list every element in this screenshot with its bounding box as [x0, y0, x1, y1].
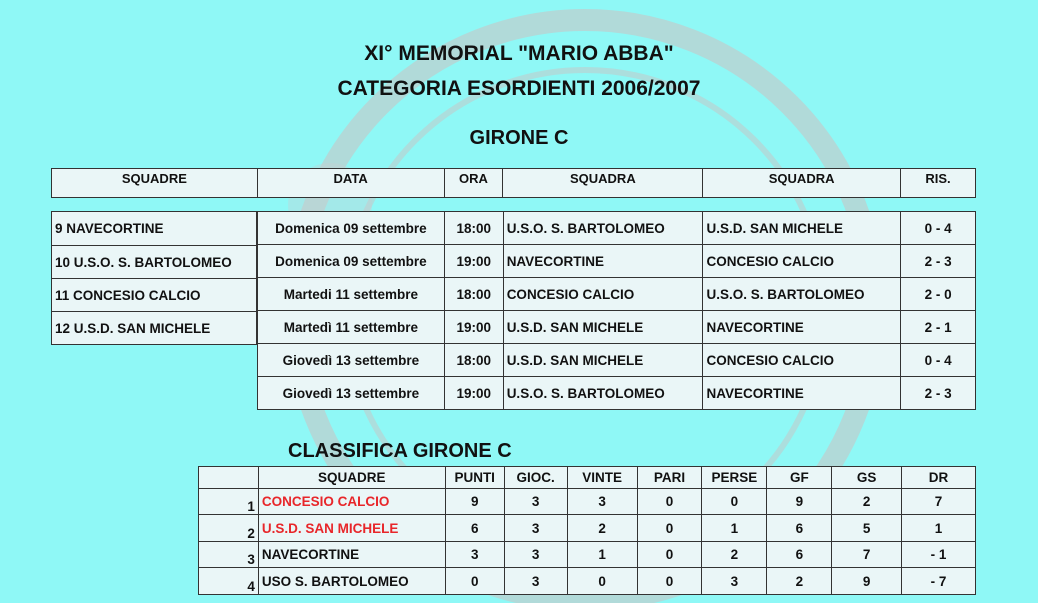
- standings-header-row: [199, 467, 976, 489]
- page-subtitle: CATEGORIA ESORDIENTI 2006/2007: [337, 77, 701, 100]
- match-result: 0 - 4: [901, 344, 976, 377]
- standings-rank: 4: [199, 568, 259, 595]
- standings-dr: 1: [902, 515, 976, 542]
- standings-header-squadre: SQUADRE: [258, 467, 445, 489]
- match-row: [258, 278, 976, 311]
- match-time: 18:00: [444, 278, 503, 311]
- group-title: GIRONE C: [469, 127, 569, 149]
- standings-pari: 0: [637, 489, 702, 515]
- standings-pari: 0: [637, 542, 702, 568]
- match-row: [258, 212, 976, 245]
- standings-row: [199, 489, 976, 515]
- matches-table: [257, 211, 976, 410]
- team-entry: 11 CONCESIO CALCIO: [52, 279, 257, 312]
- match-time: 18:00: [444, 212, 503, 245]
- standings-row: [199, 542, 976, 568]
- match-home: U.S.D. SAN MICHELE: [503, 344, 703, 377]
- standings-pari: 0: [637, 515, 702, 542]
- standings-perse: 3: [702, 568, 767, 595]
- match-home: NAVECORTINE: [503, 245, 703, 278]
- match-home: U.S.O. S. BARTOLOMEO: [503, 377, 703, 410]
- standings-team: USO S. BARTOLOMEO: [258, 568, 445, 595]
- standings-header-dr: DR: [902, 467, 976, 489]
- match-row: [258, 344, 976, 377]
- standings-title: CLASSIFICA GIRONE C: [288, 440, 512, 462]
- match-date: Martedì 11 settembre: [258, 311, 445, 344]
- standings-rank: 2: [199, 515, 259, 542]
- match-row: [258, 245, 976, 278]
- header-squadra-away: SQUADRA: [703, 169, 901, 198]
- standings-punti: 0: [445, 568, 504, 595]
- match-time: 19:00: [444, 311, 503, 344]
- standings-vinte: 3: [567, 489, 637, 515]
- match-away: CONCESIO CALCIO: [703, 245, 901, 278]
- standings-punti: 6: [445, 515, 504, 542]
- header-ris: RIS.: [901, 169, 976, 198]
- match-result: 2 - 3: [901, 377, 976, 410]
- match-away: NAVECORTINE: [703, 311, 901, 344]
- header-ora: ORA: [444, 169, 503, 198]
- page-title: XI° MEMORIAL "MARIO ABBA": [364, 42, 674, 65]
- standings-header-perse: PERSE: [702, 467, 767, 489]
- match-home: U.S.O. S. BARTOLOMEO: [503, 212, 703, 245]
- match-result: 2 - 3: [901, 245, 976, 278]
- match-date: Domenica 09 settembre: [258, 212, 445, 245]
- match-row: [258, 377, 976, 410]
- standings-row: [199, 568, 976, 595]
- standings-header-gs: GS: [832, 467, 902, 489]
- match-away: U.S.D. SAN MICHELE: [703, 212, 901, 245]
- header-squadra-home: SQUADRA: [503, 169, 703, 198]
- schedule-header: [51, 168, 976, 198]
- standings-gioc: 3: [504, 489, 567, 515]
- standings-gs: 2: [832, 489, 902, 515]
- match-away: U.S.O. S. BARTOLOMEO: [703, 278, 901, 311]
- match-result: 2 - 1: [901, 311, 976, 344]
- match-time: 18:00: [444, 344, 503, 377]
- team-entry: 10 U.S.O. S. BARTOLOMEO: [52, 246, 257, 279]
- match-date: Domenica 09 settembre: [258, 245, 445, 278]
- match-away: NAVECORTINE: [703, 377, 901, 410]
- standings-gioc: 3: [504, 542, 567, 568]
- standings-gioc: 3: [504, 515, 567, 542]
- standings-gf: 9: [767, 489, 832, 515]
- match-date: Martedi 11 settembre: [258, 278, 445, 311]
- standings-vinte: 2: [567, 515, 637, 542]
- standings-header-vinte: VINTE: [567, 467, 637, 489]
- standings-gf: 6: [767, 515, 832, 542]
- standings-punti: 9: [445, 489, 504, 515]
- standings-gs: 7: [832, 542, 902, 568]
- standings-dr: 7: [902, 489, 976, 515]
- teams-list: [51, 211, 257, 345]
- standings-rank: 3: [199, 542, 259, 568]
- standings-header-gioc: GIOC.: [504, 467, 567, 489]
- standings-team: U.S.D. SAN MICHELE: [258, 515, 445, 542]
- standings-table: [198, 466, 976, 595]
- standings-gioc: 3: [504, 568, 567, 595]
- match-row: [258, 311, 976, 344]
- standings-pari: 0: [637, 568, 702, 595]
- header-squadre: SQUADRE: [52, 169, 258, 198]
- standings-team: NAVECORTINE: [258, 542, 445, 568]
- standings-rank-header: [199, 467, 259, 489]
- header-data: DATA: [257, 169, 444, 198]
- standings-gf: 6: [767, 542, 832, 568]
- standings-row: [199, 515, 976, 542]
- team-entry: 9 NAVECORTINE: [52, 212, 257, 246]
- standings-gs: 5: [832, 515, 902, 542]
- standings-vinte: 1: [567, 542, 637, 568]
- standings-header-gf: GF: [767, 467, 832, 489]
- match-time: 19:00: [444, 377, 503, 410]
- match-result: 0 - 4: [901, 212, 976, 245]
- match-date: Giovedì 13 settembre: [258, 377, 445, 410]
- standings-perse: 1: [702, 515, 767, 542]
- match-result: 2 - 0: [901, 278, 976, 311]
- standings-rank: 1: [199, 489, 259, 515]
- match-away: CONCESIO CALCIO: [703, 344, 901, 377]
- standings-vinte: 0: [567, 568, 637, 595]
- team-entry: 12 U.S.D. SAN MICHELE: [52, 312, 257, 345]
- standings-header-punti: PUNTI: [445, 467, 504, 489]
- match-home: U.S.D. SAN MICHELE: [503, 311, 703, 344]
- standings-gf: 2: [767, 568, 832, 595]
- match-date: Giovedì 13 settembre: [258, 344, 445, 377]
- standings-team: CONCESIO CALCIO: [258, 489, 445, 515]
- standings-header-pari: PARI: [637, 467, 702, 489]
- standings-gs: 9: [832, 568, 902, 595]
- standings-perse: 0: [702, 489, 767, 515]
- match-time: 19:00: [444, 245, 503, 278]
- standings-perse: 2: [702, 542, 767, 568]
- standings-dr: - 1: [902, 542, 976, 568]
- standings-dr: - 7: [902, 568, 976, 595]
- standings-punti: 3: [445, 542, 504, 568]
- match-home: CONCESIO CALCIO: [503, 278, 703, 311]
